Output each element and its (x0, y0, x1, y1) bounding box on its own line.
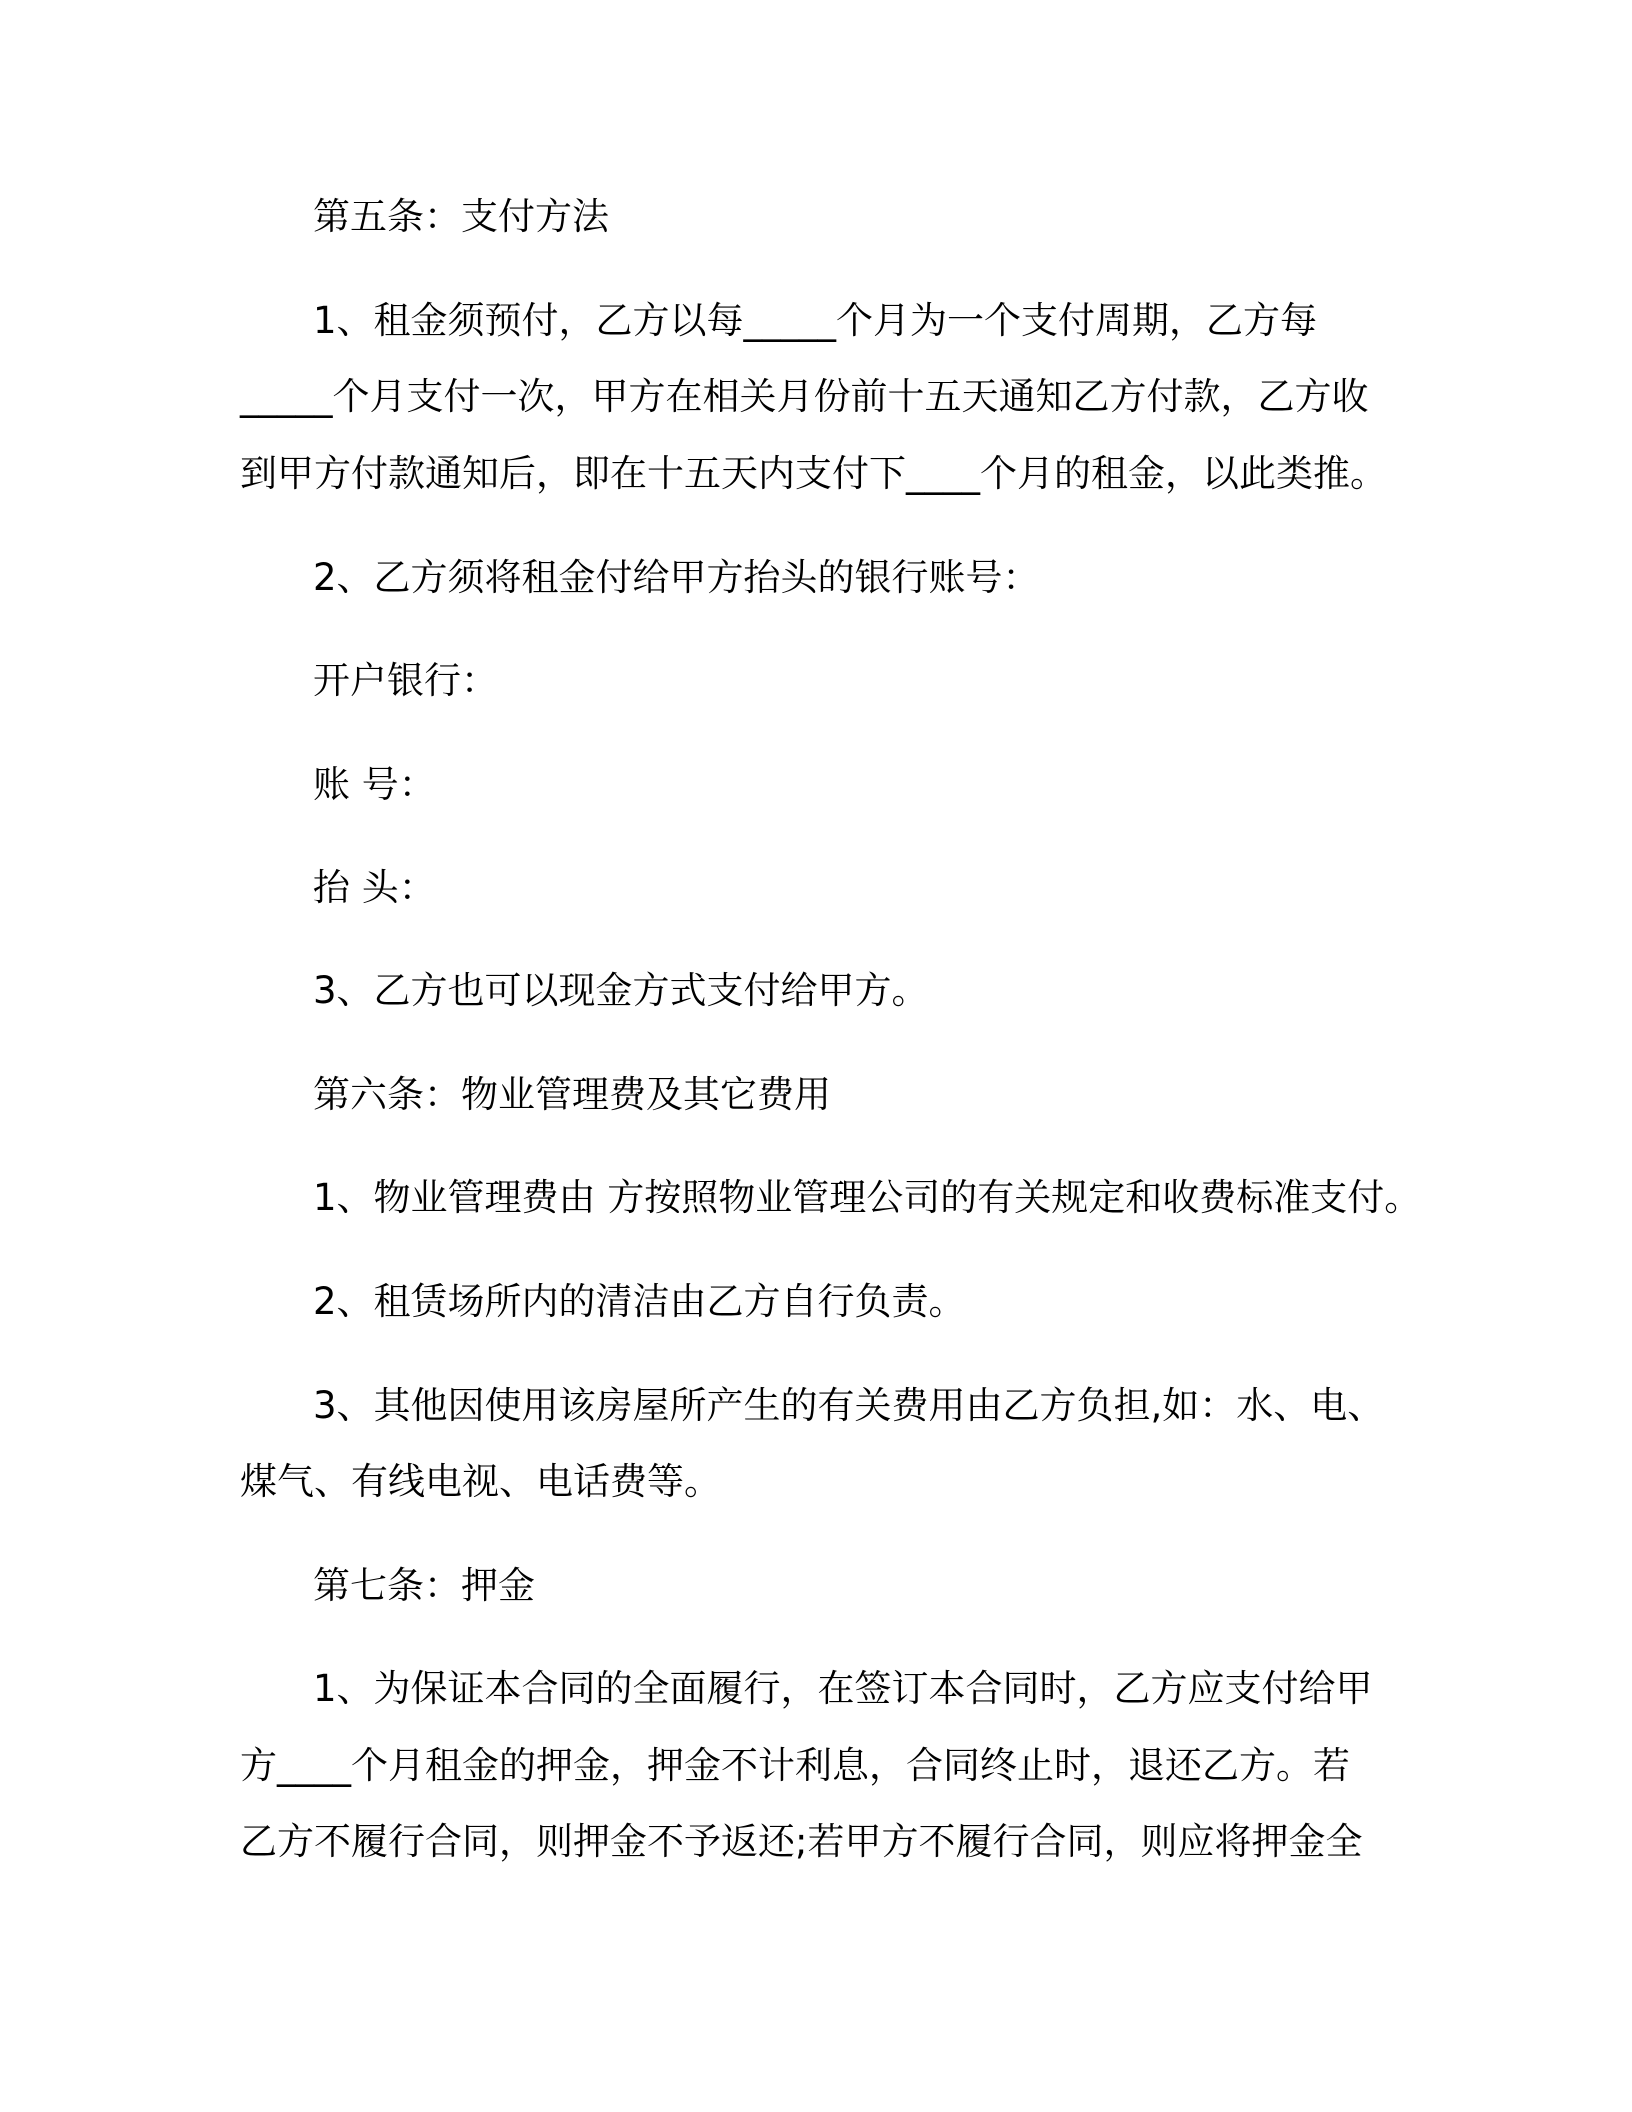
article-5-clause-1-line-3: 到甲方付款通知后，即在十五天内支付下____个月的租金，以此类推。 (240, 452, 1387, 495)
article-6-clause-3-line-2: 煤气、有线电视、电话费等。 (240, 1460, 721, 1503)
article-6-heading: 第六条：物业管理费及其它费用 (313, 1073, 831, 1116)
article-7-clause-1-line-2: 方____个月租金的押金，押金不计利息，合同终止时，退还乙方。若 (240, 1744, 1350, 1787)
article-5-clause-1-line-1: 1、租金须预付，乙方以每_____个月为一个支付周期，乙方每 (313, 299, 1318, 342)
article-6-clause-3-line-1: 3、其他因使用该房屋所产生的有关费用由乙方负担,如：水、电、 (313, 1384, 1385, 1427)
account-number-label: 账 号： (313, 763, 436, 806)
account-holder-label: 抬 头： (313, 866, 436, 909)
article-6-clause-2: 2、租赁场所内的清洁由乙方自行负责。 (313, 1280, 966, 1323)
article-5-clause-3: 3、乙方也可以现金方式支付给甲方。 (313, 969, 929, 1012)
bank-name-label: 开户银行： (313, 659, 498, 702)
article-7-clause-1-line-3: 乙方不履行合同，则押金不予返还;若甲方不履行合同，则应将押金全 (240, 1820, 1363, 1863)
article-7-clause-1-line-1: 1、为保证本合同的全面履行，在签订本合同时，乙方应支付给甲 (313, 1667, 1373, 1710)
article-5-clause-1-line-2: _____个月支付一次，甲方在相关月份前十五天通知乙方付款，乙方收 (240, 375, 1369, 418)
article-5-clause-2: 2、乙方须将租金付给甲方抬头的银行账号： (313, 556, 1040, 599)
article-6-clause-1: 1、物业管理费由 方按照物业管理公司的有关规定和收费标准支付。 (313, 1176, 1422, 1219)
article-5-heading: 第五条：支付方法 (313, 195, 609, 238)
article-7-heading: 第七条：押金 (313, 1564, 535, 1607)
